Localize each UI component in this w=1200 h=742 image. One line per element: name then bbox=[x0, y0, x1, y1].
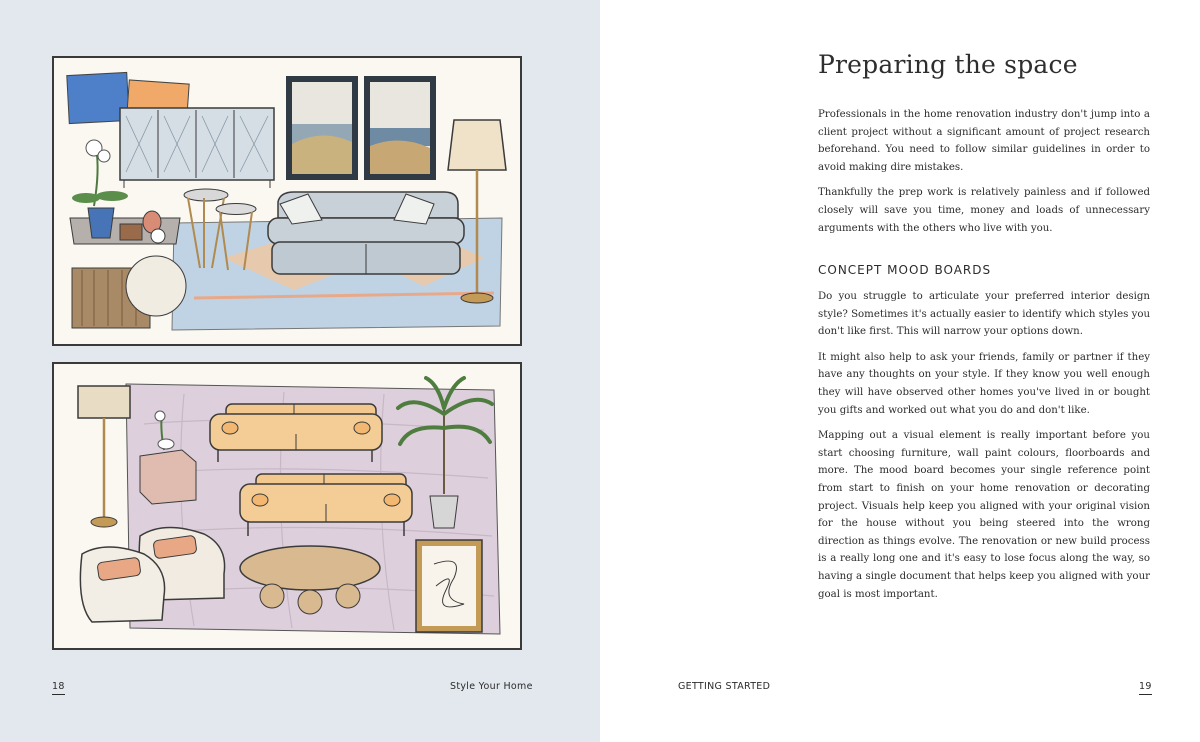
section-paragraph: Mapping out a visual element is really important before you start choosing furniture, wall paint colours, floorboards and more. The mood board becomes your single reference point from start to finish on your home renovation or decorating project. Visuals help keep you aligned with your original vision for the house without you being steered into the wrong direction as things evolve. The renovation or new build process is a really long one and it's easy to lose focus along the way, so having a single document that helps keep you aligned with your goal is most important. bbox=[818, 430, 1150, 600]
intro-paragraph: Thankfully the prep work is relatively painless and if followed closely will save you time, money and loads of unnecessary arguments with the others who live with you. bbox=[818, 187, 1150, 234]
page-title: Preparing the space bbox=[818, 50, 1078, 79]
right-page-number: 19 bbox=[1139, 681, 1152, 695]
intro-text bbox=[818, 106, 1150, 245]
section-paragraph: It might also help to ask your friends, family or partner if they have any thoughts on your style. If they know you well enough they will have observed other homes you've lived in or bought you gifts and worked out what you do and don't like. bbox=[818, 351, 1150, 416]
left-running-title: Style Your Home bbox=[450, 681, 533, 692]
intro-paragraph: Professionals in the home renovation industry don't jump into a client project without a significant amount of project research beforehand. You need to follow similar guidelines in order to avoid making dire mistakes. bbox=[818, 109, 1150, 173]
section-paragraph: Do you struggle to articulate your preferred interior design style? Sometimes it's actually easier to identify which styles you don't like first. This will narrow your options down. bbox=[818, 291, 1151, 338]
living-room-grey-sofa-illustration bbox=[52, 56, 522, 346]
section-heading: CONCEPT MOOD BOARDS bbox=[818, 263, 992, 277]
left-page-number: 18 bbox=[52, 681, 65, 695]
living-room-peach-sofas-illustration bbox=[52, 362, 522, 650]
grey-sofa bbox=[268, 192, 464, 274]
sideboard bbox=[120, 108, 274, 188]
right-running-title: GETTING STARTED bbox=[678, 681, 771, 692]
section-text bbox=[818, 288, 1150, 611]
framed-line-art bbox=[416, 540, 482, 632]
